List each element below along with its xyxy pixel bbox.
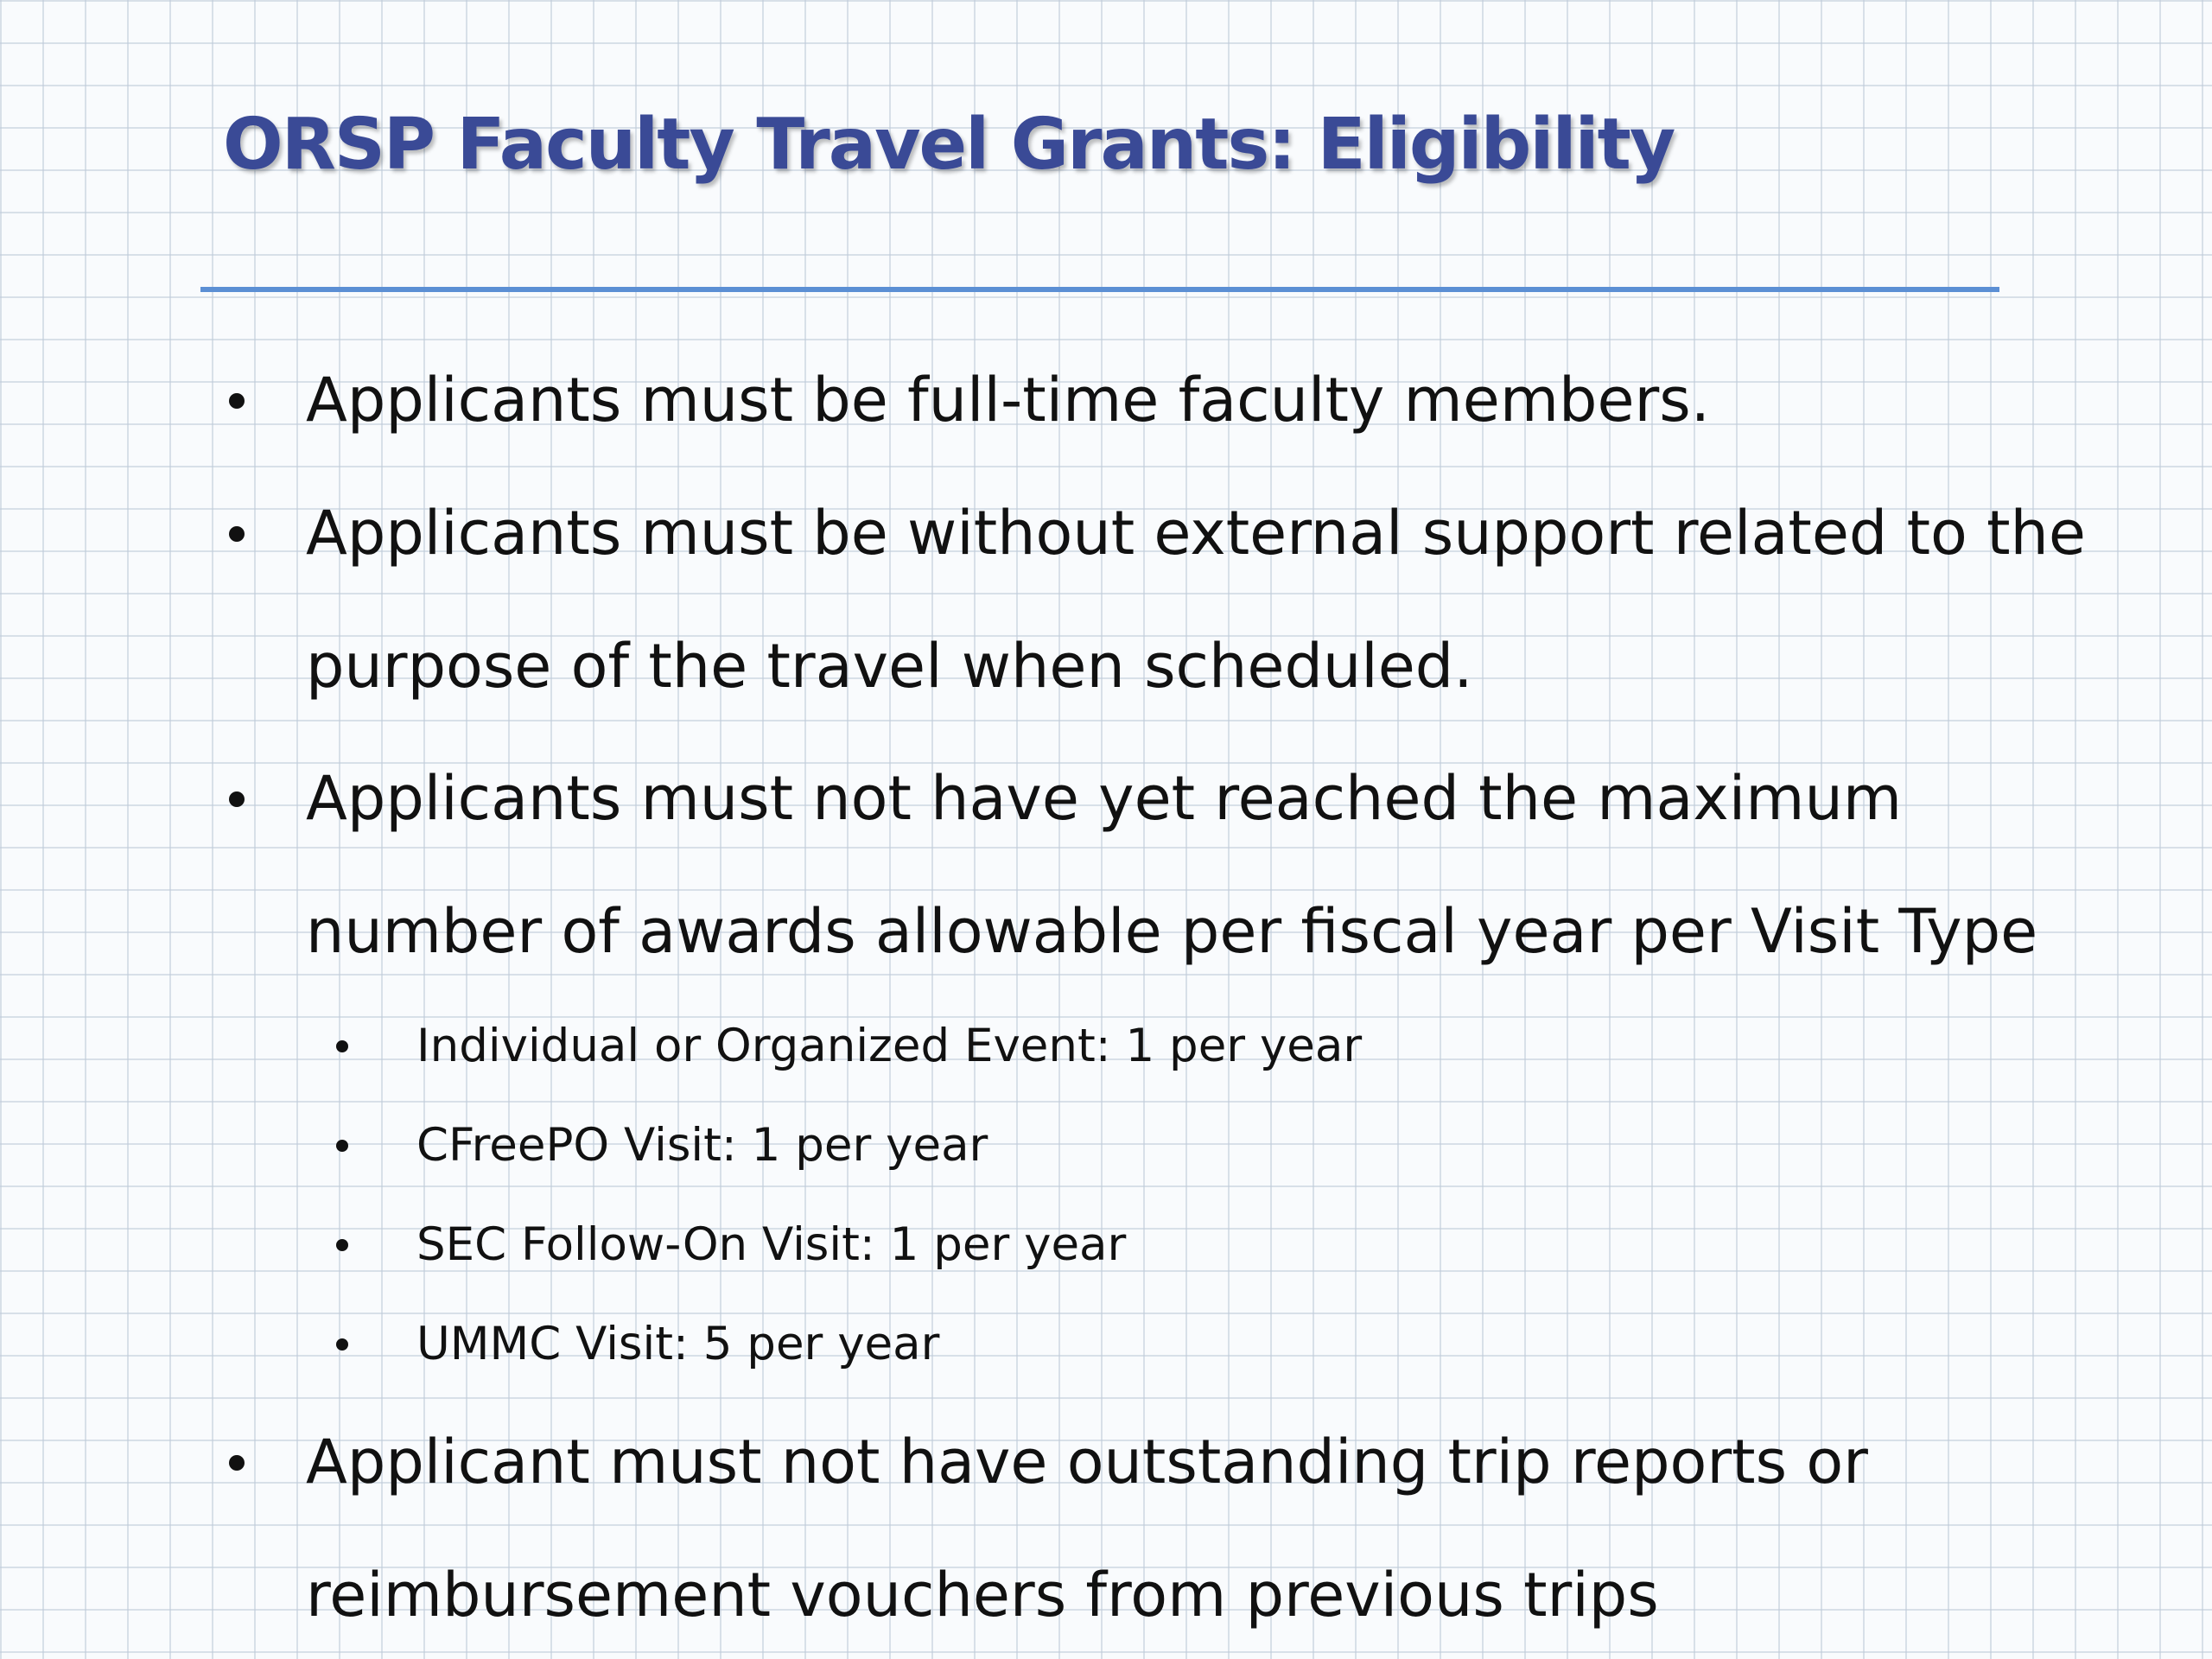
sub-bullet-text: CFreePO Visit: 1 per year [416, 1119, 988, 1172]
slide-title: ORSP Faculty Travel Grants: Eligibility [223, 104, 1675, 186]
sub-bullet-text: UMMC Visit: 5 per year [416, 1318, 940, 1370]
bullet-icon [229, 526, 245, 542]
sub-bullet-icon [336, 1140, 348, 1152]
sub-bullet-text: Individual or Organized Event: 1 per year [416, 1020, 1363, 1072]
bullet-text-continued: number of awards allowable per fiscal year per Visit Type [306, 896, 2038, 967]
bullet-icon [229, 791, 245, 807]
bullet-text: Applicant must not have outstanding trip reports or [306, 1427, 1868, 1497]
bullet-text: Applicants must be without external support related to the [306, 498, 2086, 569]
sub-bullet-icon [336, 1338, 348, 1351]
sub-bullet-text: SEC Follow-On Visit: 1 per year [416, 1218, 1127, 1271]
sub-bullet-icon [336, 1239, 348, 1251]
bullet-text-continued: reimbursement vouchers from previous trips [306, 1560, 1659, 1630]
bullet-text: Applicants must not have yet reached the maximum [306, 763, 1903, 834]
bullet-icon [229, 393, 245, 409]
bullet-icon [229, 1455, 245, 1471]
bullet-text: Applicants must be full-time faculty members. [306, 365, 1711, 435]
bullet-text-continued: purpose of the travel when scheduled. [306, 631, 1473, 702]
sub-bullet-icon [336, 1040, 348, 1052]
